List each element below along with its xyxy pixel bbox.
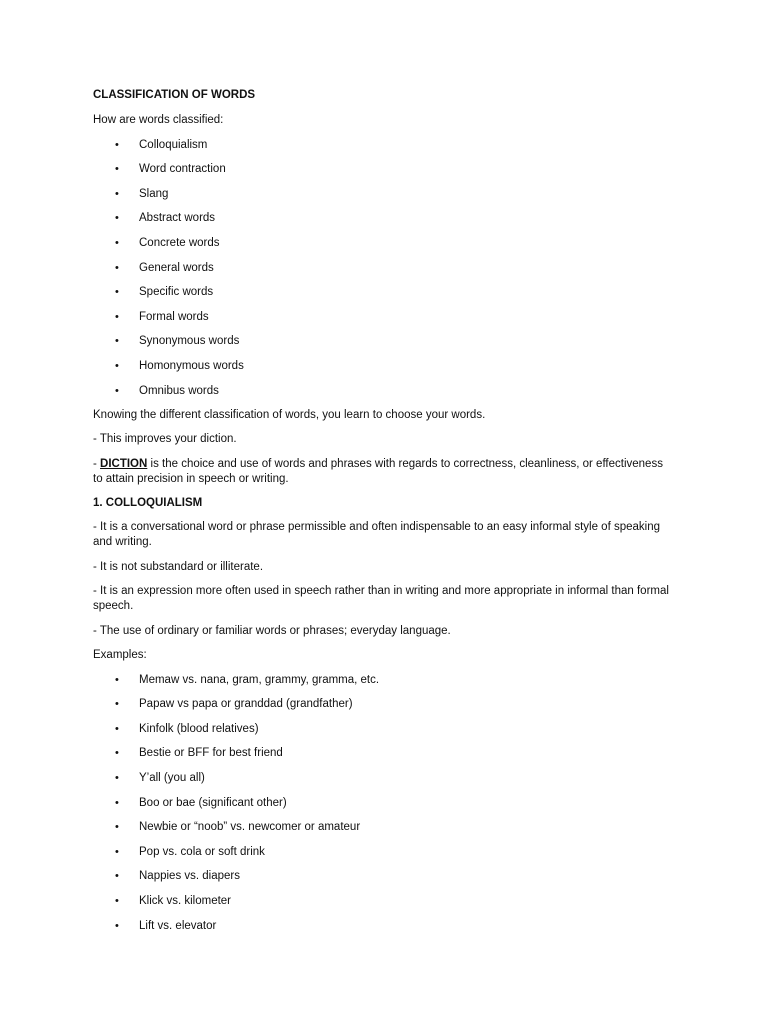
bullet-icon: •: [115, 698, 119, 711]
list-item: • Slang: [115, 187, 169, 200]
bullet-icon: •: [115, 310, 119, 323]
list-item: • Klick vs. kilometer: [115, 894, 232, 907]
bullet-icon: •: [115, 796, 119, 809]
colloquialism-point: - It is not substandard or illiterate.: [93, 560, 264, 573]
diction-term: DICTION: [100, 457, 148, 470]
bullet-icon: •: [115, 261, 119, 274]
bullet-icon: •: [115, 870, 119, 883]
colloquialism-point: - It is a conversational word or phrase permissible and often indispensable to an easy informal style of speaking and writing.: [93, 521, 660, 549]
bullet-icon: •: [115, 384, 119, 397]
list-item: • Colloquialism: [115, 138, 208, 151]
list-item: • Homonymous words: [115, 359, 244, 372]
bullet-icon: •: [115, 286, 119, 299]
list-item: • Memaw vs. nana, gram, grammy, gramma, etc.: [115, 673, 380, 686]
bullet-icon: •: [115, 772, 119, 785]
list-item: • Y’all (you all): [115, 772, 205, 785]
bullet-icon: •: [115, 894, 119, 907]
bullet-icon: •: [115, 919, 119, 932]
list-item: • Synonymous words: [115, 335, 240, 348]
list-item: • General words: [115, 261, 214, 274]
list-item: • Concrete words: [115, 236, 220, 249]
list-item: • Pop vs. cola or soft drink: [115, 845, 265, 858]
list-item: • Formal words: [115, 310, 209, 323]
list-item: • Word contraction: [115, 163, 226, 176]
bullet-icon: •: [115, 236, 119, 249]
bullet-icon: •: [115, 212, 119, 225]
improves-text: - This improves your diction.: [93, 433, 237, 446]
bullet-icon: •: [115, 163, 119, 176]
diction-definition: - DICTION is the choice and use of words and phrases with regards to correctness, cleanliness, or effectiveness to attain precision in speech or writing.: [93, 457, 663, 485]
bullet-icon: •: [115, 673, 119, 686]
list-item: • Bestie or BFF for best friend: [115, 747, 283, 760]
list-item: • Papaw vs papa or granddad (grandfather): [115, 698, 353, 711]
bullet-icon: •: [115, 747, 119, 760]
document-title: CLASSIFICATION OF WORDS: [93, 89, 256, 101]
bullet-icon: •: [115, 359, 119, 372]
list-item: • Boo or bae (significant other): [115, 796, 287, 809]
list-item: • Abstract words: [115, 212, 216, 225]
knowing-text: Knowing the different classification of words, you learn to choose your words.: [93, 408, 486, 421]
list-item: • Newbie or “noob” vs. newcomer or amateur: [115, 821, 361, 834]
examples-list: [93, 673, 675, 934]
list-item: • Nappies vs. diapers: [115, 870, 240, 883]
list-item: • Specific words: [115, 286, 214, 299]
bullet-icon: •: [115, 187, 119, 200]
classification-list: [93, 138, 675, 399]
examples-label: Examples:: [93, 649, 147, 662]
list-item: • Omnibus words: [115, 384, 219, 397]
bullet-icon: •: [115, 335, 119, 348]
bullet-icon: •: [115, 821, 119, 834]
bullet-icon: •: [115, 845, 119, 858]
colloquialism-point: - It is an expression more often used in speech rather than in writing and more appropriate in informal than formal speech.: [93, 585, 669, 613]
colloquialism-point: - The use of ordinary or familiar words or phrases; everyday language.: [93, 624, 451, 637]
list-item: • Lift vs. elevator: [115, 919, 217, 932]
section-heading-colloquialism: 1. COLLOQUIALISM: [93, 497, 203, 510]
bullet-icon: •: [115, 138, 119, 151]
list-item: • Kinfolk (blood relatives): [115, 722, 259, 735]
bullet-icon: •: [115, 722, 119, 735]
intro-text: How are words classified:: [93, 114, 224, 126]
